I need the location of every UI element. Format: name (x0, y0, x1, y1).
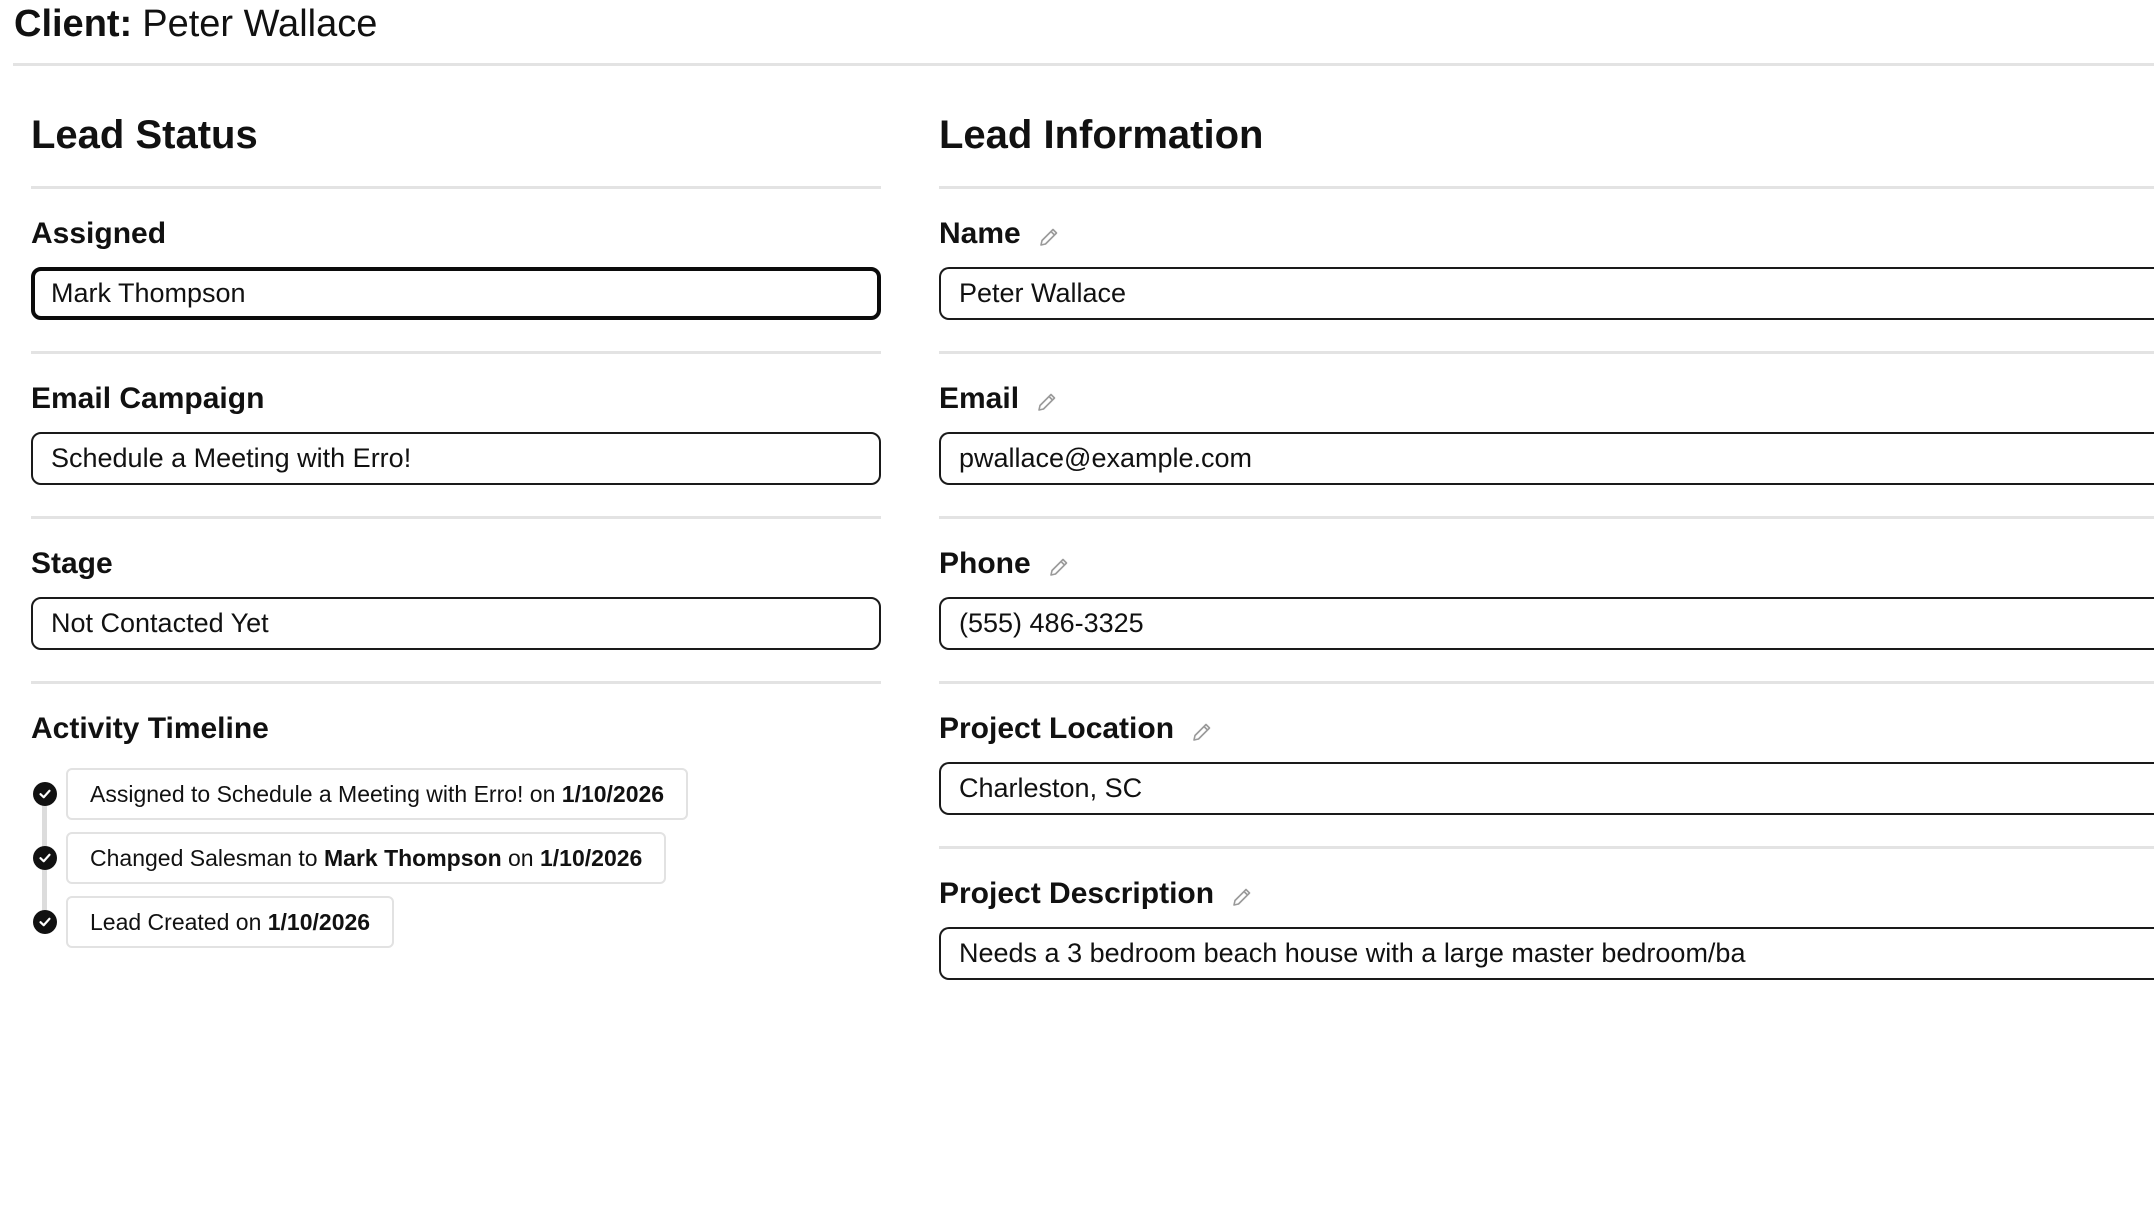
timeline-text: Changed Salesman to (90, 844, 318, 871)
stage-field (31, 519, 881, 659)
timeline-item (31, 831, 881, 885)
email-campaign-select[interactable]: Schedule a Meeting with Erro! (31, 432, 881, 485)
timeline-card (66, 896, 394, 948)
assigned-label: Assigned (31, 217, 167, 250)
project-description-field (939, 849, 2154, 989)
lead-information-section (939, 110, 2154, 989)
phone-label: Phone (939, 547, 1031, 580)
project-location-label: Project Location (939, 712, 1175, 745)
pencil-icon[interactable] (1230, 882, 1254, 906)
timeline-item (31, 895, 881, 949)
assigned-select[interactable]: Mark Thompson (31, 267, 881, 320)
phone-input[interactable]: (555) 486-3325 (939, 597, 2154, 650)
header-divider (13, 63, 2154, 66)
stage-select[interactable]: Not Contacted Yet (31, 597, 881, 650)
project-description-input[interactable]: Needs a 3 bedroom beach house with a large master bedroom/ba (939, 927, 2154, 980)
email-campaign-field (31, 354, 881, 494)
check-circle-icon (33, 846, 57, 870)
timeline-card (66, 832, 666, 884)
pencil-icon[interactable] (1047, 552, 1071, 576)
email-label: Email (939, 382, 1020, 415)
assigned-field (31, 189, 881, 329)
name-label: Name (939, 217, 1021, 250)
lead-status-heading: Lead Status (31, 113, 258, 157)
project-location-field (939, 684, 2154, 824)
name-field (939, 189, 2154, 329)
project-location-input[interactable]: Charleston, SC (939, 762, 2154, 815)
timeline-text: on (508, 844, 534, 871)
name-label-row (939, 214, 2154, 254)
name-input[interactable]: Peter Wallace (939, 267, 2154, 320)
activity-timeline (31, 767, 881, 949)
timeline-date: 1/10/2026 (267, 908, 371, 935)
lead-information-heading: Lead Information (939, 113, 1264, 157)
timeline-date: 1/10/2026 (540, 844, 643, 871)
pencil-icon[interactable] (1190, 717, 1214, 741)
project-description-label-row (939, 874, 2154, 914)
client-name: Peter Wallace (142, 3, 378, 45)
phone-field (939, 519, 2154, 659)
pencil-icon[interactable] (1037, 222, 1061, 246)
email-input[interactable]: pwallace@example.com (939, 432, 2154, 485)
lead-status-section (31, 110, 881, 959)
email-label-row (939, 379, 2154, 419)
timeline-text: Assigned to Schedule a Meeting with Erro! on (90, 780, 556, 807)
pencil-icon[interactable] (1035, 387, 1059, 411)
page-title (14, 4, 377, 44)
timeline-salesman: Mark Thompson (324, 844, 502, 871)
check-circle-icon (33, 782, 57, 806)
client-label: Client: (14, 3, 133, 45)
stage-label: Stage (31, 547, 113, 580)
project-location-label-row (939, 709, 2154, 749)
timeline-date: 1/10/2026 (561, 780, 665, 807)
timeline-card (66, 768, 688, 820)
activity-timeline-label: Activity Timeline (31, 712, 269, 745)
check-circle-icon (33, 910, 57, 934)
email-field (939, 354, 2154, 494)
email-campaign-label: Email Campaign (31, 382, 265, 415)
phone-label-row (939, 544, 2154, 584)
project-description-label: Project Description (939, 877, 1215, 910)
timeline-item (31, 767, 881, 821)
activity-timeline-field (31, 684, 881, 949)
timeline-text: Lead Created on (90, 908, 262, 935)
